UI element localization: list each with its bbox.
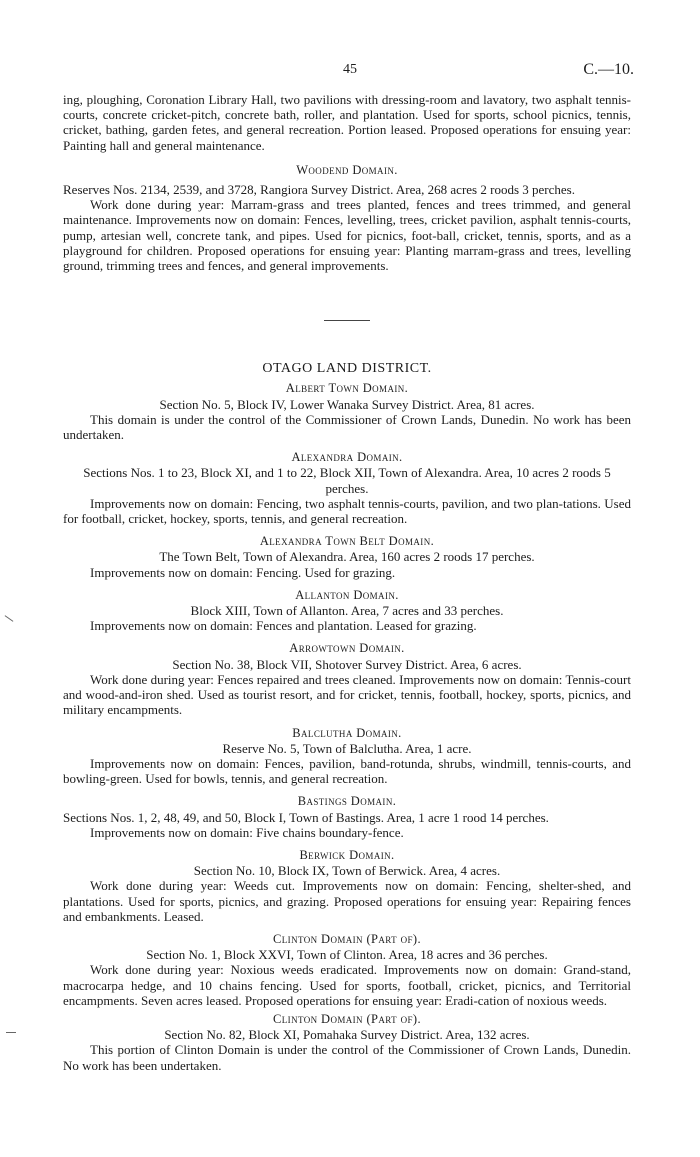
domain-heading-woodend: Woodend Domain. bbox=[296, 162, 398, 177]
domain-heading: Bastings Domain. bbox=[297, 794, 397, 809]
document-code: C.—10. bbox=[583, 61, 634, 78]
domain-location: Block XIII, Town of Allanton. Area, 7 acres and 33 perches. bbox=[190, 603, 504, 619]
domain-body: Work done during year: Fences repaired and trees cleaned. Improvements now on domain: Tennis-court and wood-and-iron shed. Used as tourist resort, and for cricket, tennis, football, hockey, sports, picnics, and military encampments. bbox=[63, 671, 631, 718]
intro-paragraph: ing, ploughing, Coronation Library Hall, two pavilions with dressing-room and lavatory, two asphalt tennis-courts, concrete cricket-pitch, concrete bath, roller, and plantation. Used for sports, school picnics, tennis, cricket, bathing, garden fetes, and general recreation. Portion leased. Proposed operations for ensuing year: Painting hall and general maintenance. bbox=[63, 92, 631, 153]
document-body bbox=[63, 92, 631, 1073]
domain-body: This domain is under the control of the Commissioner of Crown Lands, Dunedin. No work has been undertaken. bbox=[63, 411, 631, 443]
domain-location: Section No. 5, Block IV, Lower Wanaka Survey District. Area, 81 acres. bbox=[159, 396, 535, 412]
domain-body: Work done during year: Weeds cut. Improvements now on domain: Fencing, shelter-shed, and plantations. Used for sports, picnics, and grazing. Proposed operations for ensuing year: Repairing fences and embankments. Leased. bbox=[63, 878, 631, 924]
domain-body: Improvements now on domain: Five chains boundary-fence. bbox=[90, 824, 404, 840]
domain-heading: Allanton Domain. bbox=[295, 587, 399, 602]
domain-body: Improvements now on domain: Fences and plantation. Leased for grazing. bbox=[90, 618, 477, 634]
domain-heading: Balclutha Domain. bbox=[292, 725, 402, 740]
domain-heading: Clinton Domain (Part of). bbox=[273, 1011, 421, 1026]
district-heading: OTAGO LAND DISTRICT. bbox=[262, 361, 432, 377]
domain-heading: Alexandra Town Belt Domain. bbox=[259, 534, 435, 549]
domain-body: Work done during year: Noxious weeds eradicated. Improvements now on domain: Grand-stand, macrocarpa hedge, and 10 chains fencing. Used for sports, football, cricket, picnics, and Territorial encampments. Seven acres leased. Proposed operations for ensuing year: Eradi-cation of noxious weeds. bbox=[63, 962, 631, 1008]
domain-location: The Town Belt, Town of Alexandra. Area, 160 acres 2 roods 17 perches. bbox=[159, 549, 535, 565]
domain-body: Improvements now on domain: Fences, pavilion, band-rotunda, shrubs, windmill, tennis-courts, and bowling-green. Used for bowls, tennis, and general recreation. bbox=[63, 755, 631, 787]
domain-body: Improvements now on domain: Fencing. Used for grazing. bbox=[90, 564, 396, 580]
domain-heading: Clinton Domain (Part of). bbox=[273, 931, 421, 946]
margin-mark bbox=[5, 615, 14, 622]
domain-location: Reserves Nos. 2134, 2539, and 3728, Rangiora Survey District. Area, 268 acres 2 roods 3 perches. bbox=[63, 182, 575, 198]
domain-body: This portion of Clinton Domain is under the control of the Commissioner of Crown Lands, Dunedin. No work has been undertaken. bbox=[63, 1042, 631, 1073]
domain-location: Section No. 1, Block XXVI, Town of Clinton. Area, 18 acres and 36 perches. bbox=[146, 947, 548, 963]
domain-heading: Alexandra Domain. bbox=[291, 450, 403, 465]
section-divider bbox=[324, 320, 370, 321]
domain-location: Reserve No. 5, Town of Balclutha. Area, 1 acre. bbox=[222, 740, 472, 756]
domain-location: Sections Nos. 1 to 23, Block XI, and 1 to 22, Block XII, Town of Alexandra. Area, 10 acres 2 roods 5 perches. bbox=[83, 465, 611, 496]
domain-location: Section No. 82, Block XI, Pomahaka Survey District. Area, 132 acres. bbox=[164, 1027, 530, 1043]
domain-body: Improvements now on domain: Fencing, two asphalt tennis-courts, pavilion, and two plan-tations. Used for football, cricket, hockey, sports, tennis, and general recreation. bbox=[63, 495, 631, 527]
domain-location: Section No. 38, Block VII, Shotover Survey District. Area, 6 acres. bbox=[172, 656, 522, 672]
margin-mark bbox=[6, 1032, 16, 1033]
domain-heading: Berwick Domain. bbox=[299, 847, 395, 862]
domain-heading: Albert Town Domain. bbox=[285, 381, 409, 396]
domain-body: Work done during year: Marram-grass and trees planted, fences and trees trimmed, and general maintenance. Improvements now on domain: Fences, levelling, trees, cricket pavilion, asphalt tennis-courts, pump, artesian well, concrete tank, and pipes. Used for picnics, foot-ball, cricket, tennis, sports, and as a playground for children. Proposed operations for ensuing year: Planting marram-grass and trees, levelling ground, trimming trees and fences, and general improvements. bbox=[63, 197, 631, 274]
domain-location: Sections Nos. 1, 2, 48, 49, and 50, Block I, Town of Bastings. Area, 1 acre 1 rood 14 perches. bbox=[63, 809, 549, 825]
domain-location: Section No. 10, Block IX, Town of Berwick. Area, 4 acres. bbox=[193, 863, 501, 879]
domain-heading: Arrowtown Domain. bbox=[289, 641, 405, 656]
page-number: 45 bbox=[343, 62, 357, 77]
